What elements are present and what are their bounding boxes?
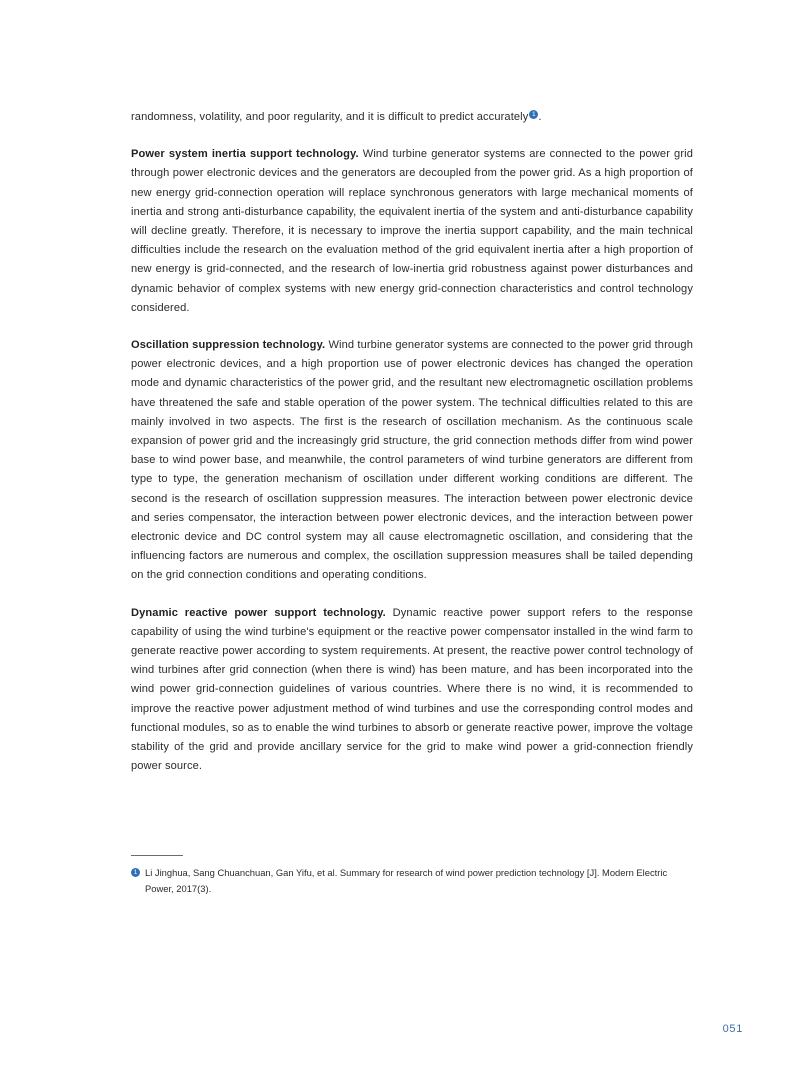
footnote-number-icon: 1 <box>131 868 140 877</box>
paragraph-dynamic-reactive-power <box>131 604 693 777</box>
footnote-reference-marker[interactable]: 1 <box>529 110 538 119</box>
paragraph-inertia-support <box>131 145 693 318</box>
paragraph-text: Dynamic reactive power support refers to the response capability of using the wind turbine's equipment or the reactive power compensator installed in the wind farm to generate reactive power according to system requirements. At present, the reactive power control technology of wind turbines after grid connection (when there is wind) has been mature, and has been incorporated into the wind power grid-connection guidelines of various countries. Where there is no wind, it is recommended to improve the reactive power adjustment method of wind turbines and use the corresponding control modes and functional modules, so as to enable the wind turbines to absorb or generate reactive power, improve the voltage stability of the grid and provide ancillary service for the grid to make wind power a grid-connection friendly power source. <box>131 606 693 773</box>
paragraph-text: randomness, volatility, and poor regularity, and it is difficult to predict accurately <box>131 111 529 123</box>
paragraph-oscillation-suppression <box>131 336 693 586</box>
footnote-divider <box>131 855 183 856</box>
paragraph-lead: Dynamic reactive power support technology. <box>131 606 386 619</box>
paragraph-text: Wind turbine generator systems are connected to the power grid through power electronic devices, and a high proportion use of power electronic devices has changed the operation mode and dynamic characteristics of the power grid, and the resultant new electromagnetic oscillation problems have threatened the safe and stable operation of the power system. The technical difficulties related to this are mainly involved in two aspects. The first is the research of oscillation mechanism. As the continuous scale expansion of power grid and the increasingly grid structure, the grid connection methods differ from wind power base to wind power base, and meanwhile, the control parameters of wind turbine generators are different from type to type, the generation mechanism of oscillation under different working conditions are different. The second is the research of oscillation suppression measures. The interaction between power electronic device and series compensator, the interaction between power electronic devices, and the interaction between power electronic device and DC control system may all cause electromagnetic oscillation, and considering that the influencing factors are numerous and complex, the oscillation suppression measures shall be tailed depending on the grid connection conditions and operating conditions. <box>131 339 693 582</box>
footnote-text: Li Jinghua, Sang Chuanchuan, Gan Yifu, et al. Summary for research of wind power prediction technology [J]. Modern Electric Power, 2017(3). <box>145 867 668 894</box>
page-number: 051 <box>722 1023 743 1035</box>
footnote-item <box>131 865 693 897</box>
footnote-section <box>131 855 693 897</box>
paragraph-randomness <box>131 108 693 127</box>
page-body <box>131 108 693 777</box>
paragraph-text: Wind turbine generator systems are connected to the power grid through power electronic devices and the generators are decoupled from the power grid. As a high proportion of new energy grid-connection operation will replace synchronous generators with large mechanical moments of inertia and strong anti-disturbance capability, the equivalent inertia of the system and anti-disturbance capability will decline greatly. Therefore, it is necessary to improve the inertia support capability, and the main technical difficulties include the research on the evaluation method of the grid equivalent inertia after a high proportion of new energy is grid-connected, and the research of low-inertia grid robustness against power disturbances and dynamic behavior of complex systems with new energy grid-connection characteristics and control technology considered. <box>131 148 693 314</box>
paragraph-trailing: . <box>538 111 542 123</box>
paragraph-lead: Power system inertia support technology. <box>131 148 359 161</box>
paragraph-lead: Oscillation suppression technology. <box>131 339 326 352</box>
